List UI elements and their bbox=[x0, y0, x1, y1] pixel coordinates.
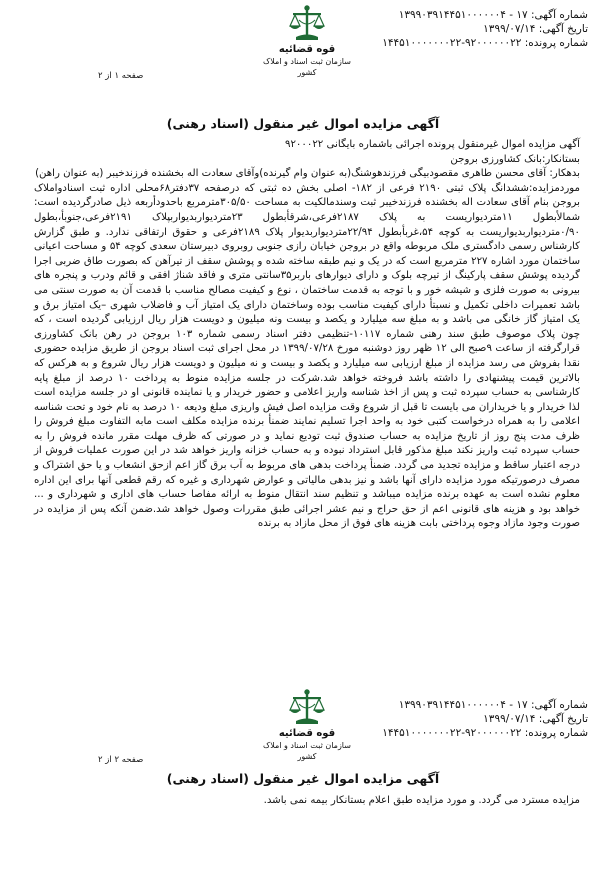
notice-meta bbox=[382, 8, 588, 50]
notice-body bbox=[34, 794, 580, 809]
org-name-registry: سازمان ثبت اسناد و املاک کشور bbox=[263, 741, 351, 761]
notice-number: شماره آگهی: ۱۷ - ۱۳۹۹۰۳۹۱۴۴۵۱۰۰۰۰۰۰۴ bbox=[398, 9, 588, 21]
notice-date: تاریخ آگهی: ۱۳۹۹/۰۷/۱۴ bbox=[483, 713, 588, 725]
paragraph-auction-subject: موردمزایده:ششدانگ پلاک ثبتی ۲۱۹۰ فرعی از ۱۸۲- اصلی بخش ده ثبتی که درصفحه ۳۷دفتر۶۸محلی اداره ثبت اسنادواملاک بروجن بنام آقای سعادت اله بخشنده فرزندخیبر ثبت وسندمالکیت به مساحت ۳۰۵/۵۰مترمربع باحدودأربعه ذیل صادرگردیده است: شمالأبطول ۱۱متردیواریست به پلاک ۲۱۸۷فرعی،شرقأبطول ۲۳متردیواربدیواربپلاک ۲۱۹۱فرعی،جنوبأ،بطول ۰/۹۰متردیواربدیواریست به کوچه ۵۴،غربأبطول ۲۲/۹۴متردیواربدیوار پلاک ۲۱۸۹فرعی و حقوق ارتفاقی ندارد. و طبق گزارش کارشناس رسمی دادگستری ملک مربوطه واقع در بروجن خیابان رازی جنوبی روبروی دبیرستان سعدی کوچه ۵۴ و مساحت اعیانی ساختمان مورد اشاره ۲۲۷ مترمربع است که در یک و نیم طبقه ساخته شده و پوشش سقف از تیرآهن که بصورت طاق ضربی اجرا گردیده پوشش سقف پارکینگ از تیرچه بلوک و دارای دیوارهای باربر۳۵سانتی متری و فاقد شناژ افقی و قائم ودرب و پنجره های بیرونی به صورت فلزی و شیشه خور و با توجه به قدمت ساختمان ، نوع و کیفیت مصالح مناسب با قدمت آن به صورت سنتی می باشد تعمیرات داخلی تکمیل و نسبتأ دارای کیفیت مناسب بوده وساختمان دارای یک امتیاز آب و فاضلاب شهری –یک امتیاز برق و یک امتیاز گاز خانگی می باشد و به مبلغ سه میلیارد و یکصد و بیست ونه میلیون و دویست هزار ریال ارزیابی گردیده است ، که چون پلاک موصوف طبق سند رهنی شماره ۱۰۱۱۷-تنظیمی دفتر اسناد رسمی شماره ۱۰۳ بروجن در رهن بانک کشاورزی قرارگرفته از ساعت ۹صبح الی ۱۲ ظهر روز دوشنبه مورخ ۱۳۹۹/۰۷/۲۸ در محل اجرای ثبت اسناد بروجن از طریق مزایده حضوری نقدا بفروش می رسد مزایده از مبلغ ارزیابی سه میلیارد و یکصد و بیست و نه میلیون و دویست هزار ریال شروع و به هرکس که بالاترین قیمت پیشنهادی را داشته باشد فروخته خواهد شد.شرکت در جلسه مزایده منوط به پرداخت ۱۰ درصد از مبلغ پایه کارشناسی به حساب سپرده ثبت و پس از اخذ شناسه واریز اعلامی و حضور خریدار و یا نماینده قانونی او در جلسه مزایده است لذا خریدار و یا خریداران می بایست تا قبل از شروع وقت مزایده اصل فیش واریزی مبلغ ودیعه ۱۰ درصد به نام خود و تحت شناسه اعلامی را به همراه درخواست کتبی خود به واحد اجرا تسلیم نمایند ضمنأ برنده مزایده مکلف است مابه التفاوت مبلغ فروش را ظرف مدت پنج روز از تاریخ مزایده به حساب صندوق ثبت تودیع نماید و در صورتی که ظرف مهلت مقرر مانده فروش را به حساب سپرده ثبت واریز نکند مبلغ مذکور قابل استرداد نبوده و به حساب خزانه واریز خواهد شد در این صورت عملیات فروش از درجه اعتبار ساقط و مزایده تجدید می گردد. ضمنأ پرداخت بدهی های مربوط به آب برق گاز اعم ازحق انشعاب و یا حق اشتراک و مصرف درصورتیکه مورد مزایده دارای آنها باشد و نیز بدهی مالیاتی و عوارض شهرداری و غیره که رقم قطعی آنها برای این اداره معلوم نشده است به عهده برنده مزایده میباشد و تنظیم سند انتقال منوط به ارائه مفاصا حساب های اداری و شهرداری و ... خواهد بود و هزینه های قانونی اعم از حق حراج و نیم عشر اجرائی طبق مقررات وصول خواهد شد.ضمن آنکه پس از مزایده در صورت وجود مازاد وجوه پرداختی بابت هزینه های فوق از محل مازاد به برنده bbox=[34, 182, 581, 530]
paragraph-creditor: بستانکار:بانک کشاورزی بروجن bbox=[450, 153, 580, 165]
paragraph-closing: مزایده مسترد می گردد. و مورد مزایده طبق اعلام بستانکار بیمه نمی باشد. bbox=[263, 795, 580, 806]
notice-meta bbox=[382, 698, 588, 740]
page-number: صفحه ۲ از ۲ bbox=[98, 755, 144, 765]
file-number: شماره پرونده: ۹۲۰۰۰۰۰۰۲۲-۱۴۴۵۱۰۰۰۰۰۰۰۲۲ bbox=[382, 37, 588, 49]
file-number: شماره پرونده: ۹۲۰۰۰۰۰۰۲۲-۱۴۴۵۱۰۰۰۰۰۰۰۲۲ bbox=[382, 727, 588, 739]
org-name-registry: سازمان ثبت اسناد و املاک کشور bbox=[263, 57, 351, 77]
page-number: صفحه ۱ از ۲ bbox=[98, 71, 144, 81]
notice-title: آگهی مزایده اموال غیر منقول (اسناد رهنی) bbox=[166, 771, 440, 786]
paragraph-file-ref: آگهی مزایده اموال غیرمنقول پرونده اجرائی باشماره بایگانی ۹۲۰۰۰۲۲ bbox=[284, 139, 580, 150]
notice-body bbox=[34, 138, 580, 532]
org-name-judiciary: قوه قضائیه bbox=[278, 728, 336, 739]
notice-number: شماره آگهی: ۱۷ - ۱۳۹۹۰۳۹۱۴۴۵۱۰۰۰۰۰۰۴ bbox=[398, 699, 588, 711]
document-page-2 bbox=[0, 688, 606, 890]
judiciary-emblem bbox=[262, 688, 352, 762]
judiciary-emblem bbox=[262, 4, 352, 78]
notice-title: آگهی مزایده اموال غیر منقول (اسناد رهنی) bbox=[166, 116, 440, 131]
scales-emblem-icon bbox=[287, 688, 327, 728]
notice-date: تاریخ آگهی: ۱۳۹۹/۰۷/۱۴ bbox=[483, 23, 588, 35]
paragraph-debtor: بدهکار: آقای محسن طاهری مقصودبیگی فرزندهوشنگ(به عنوان وام گیرنده)وآقای سعادت اله بخشنده فرزندخیبر (به عنوان راهن) bbox=[35, 168, 580, 180]
org-name-judiciary: قوه قضائیه bbox=[278, 44, 336, 55]
scales-emblem-icon bbox=[287, 4, 327, 44]
